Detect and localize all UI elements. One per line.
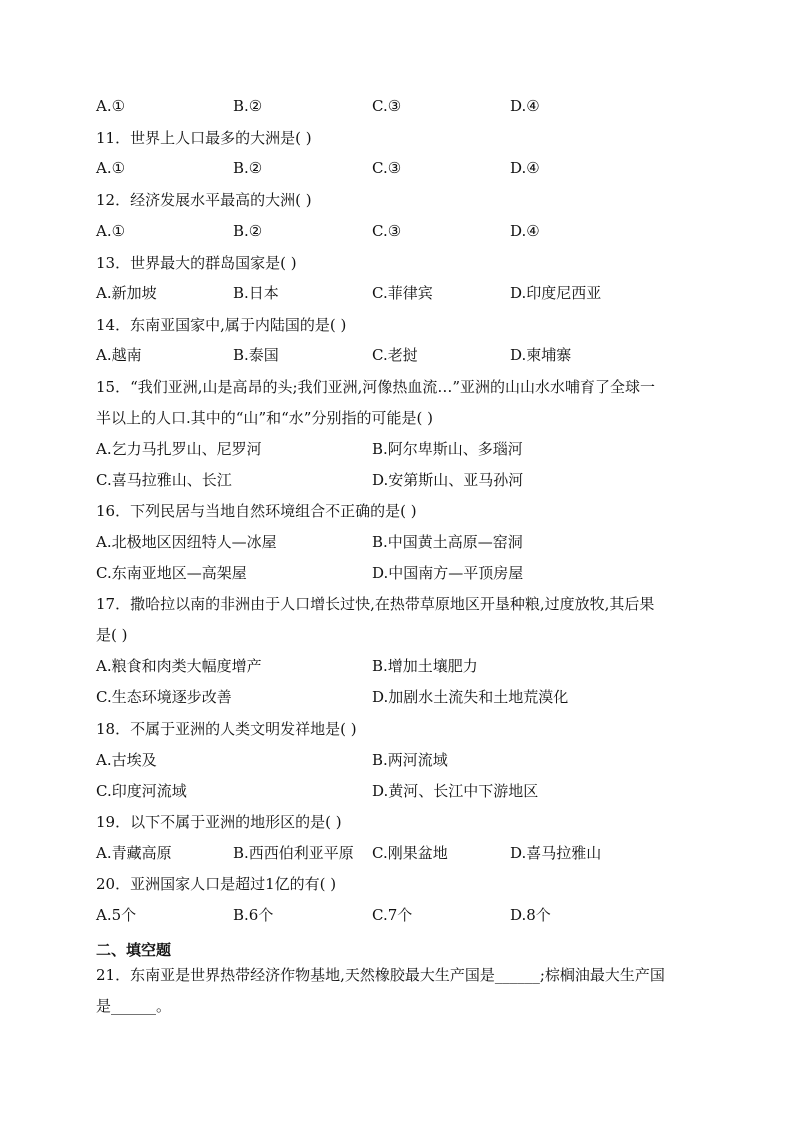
q13-option-b: B.日本 — [233, 284, 279, 302]
q15-option-d: D.安第斯山、亚马孙河 — [372, 471, 524, 489]
section-title-fill-in: 二、填空题 — [96, 941, 172, 959]
q10-option-a: A.① — [96, 97, 126, 115]
q13-option-a: A.新加坡 — [96, 284, 157, 302]
q15-option-c: C.喜马拉雅山、长江 — [96, 471, 232, 489]
q12-stem: 12．经济发展水平最高的大洲( ) — [96, 191, 312, 209]
q15-stem-line2: 半以上的人口.其中的“山”和“水”分别指的可能是( ) — [96, 409, 433, 427]
q14-option-a: A.越南 — [96, 346, 142, 364]
q11-option-c: C.③ — [372, 159, 402, 177]
q16-option-d: D.中国南方—平顶房屋 — [372, 564, 524, 582]
q12-option-c: C.③ — [372, 222, 402, 240]
q11-stem: 11．世界上人口最多的大洲是( ) — [96, 129, 312, 147]
q19-option-b: B.西西伯利亚平原 — [233, 844, 354, 862]
q16-option-b: B.中国黄土高原—窑洞 — [372, 533, 523, 551]
q16-option-c: C.东南亚地区—高架屋 — [96, 564, 247, 582]
q13-option-d: D.印度尼西亚 — [510, 284, 602, 302]
q11-option-a: A.① — [96, 159, 126, 177]
q17-option-a: A.粮食和肉类大幅度增产 — [96, 657, 262, 675]
q21-stem-line1: 21．东南亚是世界热带经济作物基地,天然橡胶最大生产国是______;棕榈油最大生产国 — [96, 966, 665, 984]
q11-option-b: B.② — [233, 159, 263, 177]
q14-stem: 14．东南亚国家中,属于内陆国的是( ) — [96, 316, 347, 334]
q14-option-c: C.老挝 — [372, 346, 418, 364]
q17-option-c: C.生态环境逐步改善 — [96, 688, 232, 706]
q10-option-b: B.② — [233, 97, 263, 115]
q17-stem-line1: 17．撒哈拉以南的非洲由于人口增长过快,在热带草原地区开垦种粮,过度放牧,其后果 — [96, 595, 655, 613]
q18-option-d: D.黄河、长江中下游地区 — [372, 782, 539, 800]
q16-stem: 16．下列民居与当地自然环境组合不正确的是( ) — [96, 502, 417, 520]
q13-stem: 13．世界最大的群岛国家是( ) — [96, 254, 297, 272]
q14-option-b: B.泰国 — [233, 346, 279, 364]
q17-stem-line2: 是( ) — [96, 626, 128, 644]
q21-stem-line2: 是______。 — [96, 997, 172, 1015]
q15-option-b: B.阿尔卑斯山、多瑙河 — [372, 440, 523, 458]
q19-option-c: C.刚果盆地 — [372, 844, 448, 862]
q15-stem-line1: 15．“我们亚洲,山是高昂的头;我们亚洲,河像热血流…”亚洲的山山水水哺育了全球一 — [96, 378, 656, 396]
q20-stem: 20．亚洲国家人口是超过1亿的有( ) — [96, 875, 337, 893]
q10-option-c: C.③ — [372, 97, 402, 115]
q12-option-a: A.① — [96, 222, 126, 240]
q12-option-d: D.④ — [510, 222, 540, 240]
q13-option-c: C.菲律宾 — [372, 284, 433, 302]
q20-option-c: C.7个 — [372, 906, 413, 924]
q10-option-d: D.④ — [510, 97, 540, 115]
q16-option-a: A.北极地区因纽特人—冰屋 — [96, 533, 277, 551]
q18-stem: 18．不属于亚洲的人类文明发祥地是( ) — [96, 720, 357, 738]
q19-stem: 19．以下不属于亚洲的地形区的是( ) — [96, 813, 342, 831]
q18-option-c: C.印度河流域 — [96, 782, 187, 800]
q18-option-b: B.两河流域 — [372, 751, 448, 769]
q15-option-a: A.乞力马扎罗山、尼罗河 — [96, 440, 262, 458]
q14-option-d: D.柬埔寨 — [510, 346, 572, 364]
q12-option-b: B.② — [233, 222, 263, 240]
q20-option-b: B.6个 — [233, 906, 274, 924]
q11-option-d: D.④ — [510, 159, 540, 177]
q19-option-a: A.青藏高原 — [96, 844, 172, 862]
q17-option-d: D.加剧水土流失和土地荒漠化 — [372, 688, 569, 706]
q18-option-a: A.古埃及 — [96, 751, 157, 769]
q20-option-a: A.5个 — [96, 906, 137, 924]
q19-option-d: D.喜马拉雅山 — [510, 844, 602, 862]
q17-option-b: B.增加土壤肥力 — [372, 657, 478, 675]
q20-option-d: D.8个 — [510, 906, 551, 924]
